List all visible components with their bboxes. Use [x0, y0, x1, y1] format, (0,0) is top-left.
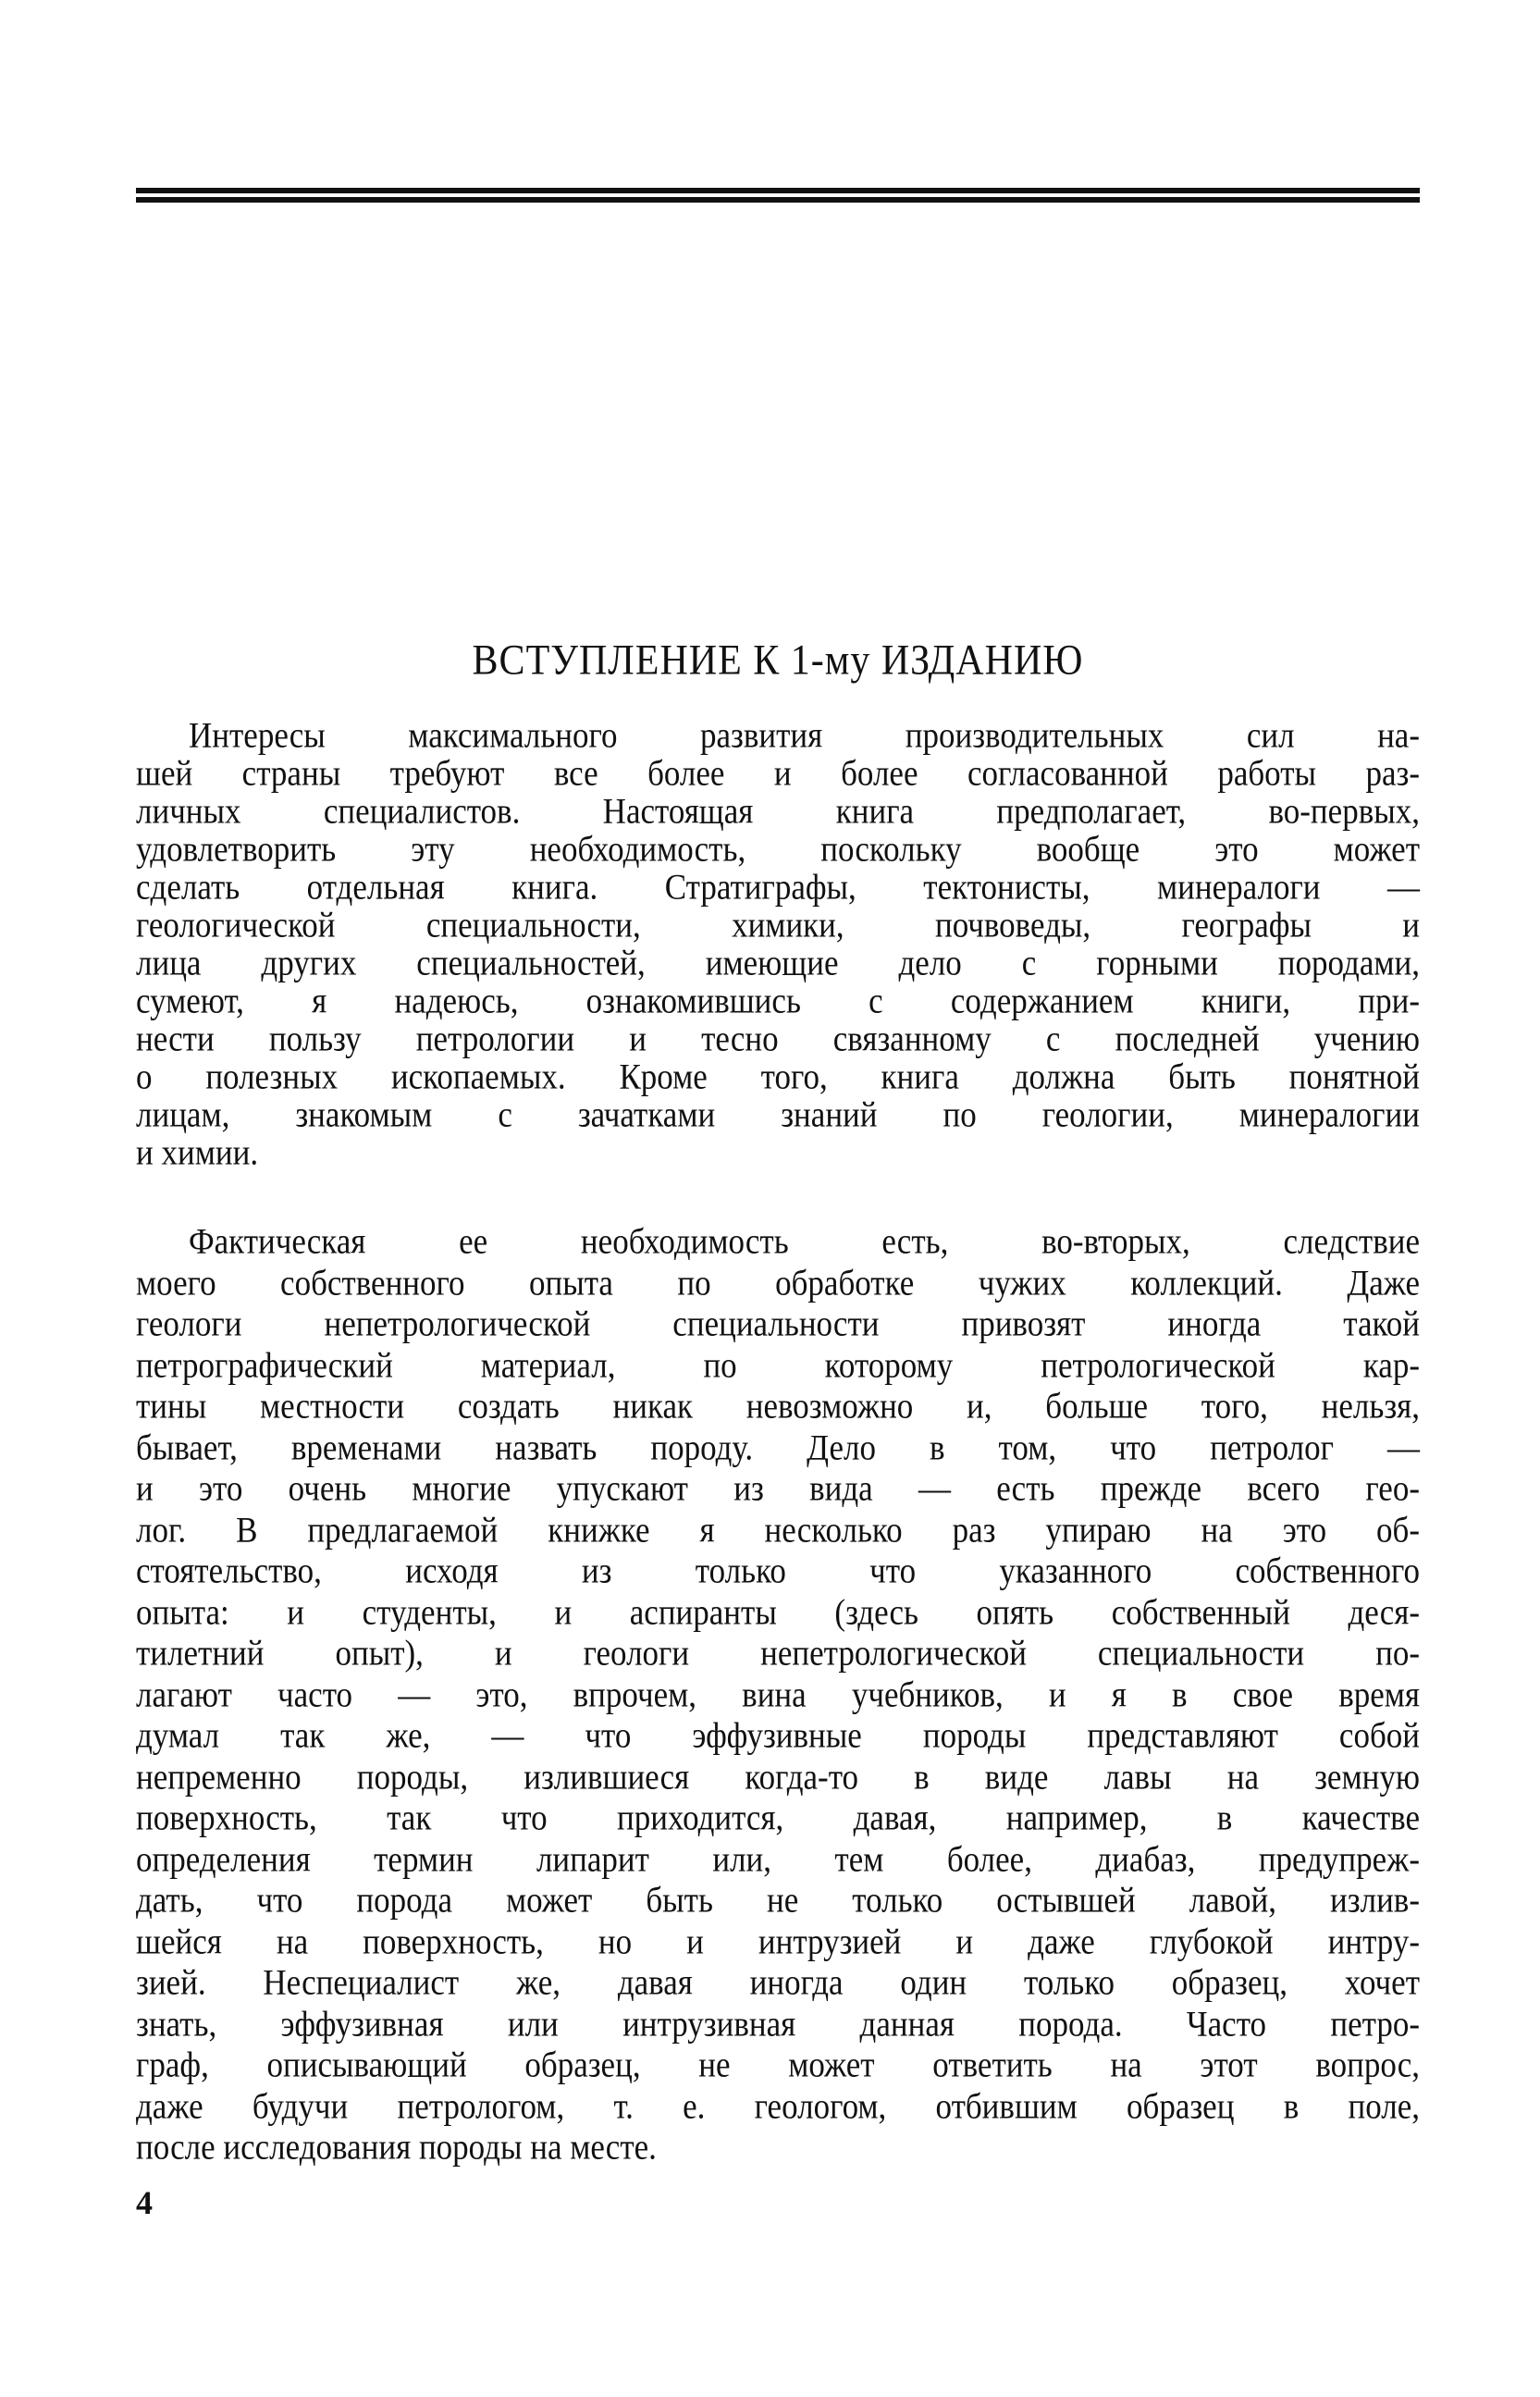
- page-number: 4: [136, 2184, 153, 2221]
- text-line: удовлетворить эту необходимость, поскольку вообще это может: [136, 828, 1420, 870]
- text-line: о полезных ископаемых. Кроме того, книга должна быть понятной: [136, 1056, 1420, 1097]
- text-line: шей страны требуют все более и более согласованной работы раз-: [136, 752, 1420, 794]
- top-rule-upper: [136, 188, 1420, 193]
- text-line: геологи непетрологической специальности привозят иногда такой: [136, 1303, 1420, 1344]
- text-line: дать, что порода может быть не только остывшей лавой, излив-: [136, 1879, 1420, 1921]
- text-line: лог. В предлагаемой книжке я несколько раз упираю на это об-: [136, 1509, 1420, 1550]
- text-line: граф, описывающий образец, не может ответить на этот вопрос,: [136, 2044, 1420, 2085]
- text-line: Фактическая ее необходимость есть, во-вторых, следствие: [189, 1220, 1420, 1262]
- text-line: нести пользу петрологии и тесно связанному с последней учению: [136, 1018, 1420, 1059]
- text-line: моего собственного опыта по обработке чужих коллекций. Даже: [136, 1262, 1420, 1303]
- text-line: лицам, знакомым с зачатками знаний по геологии, минералогии: [136, 1093, 1420, 1135]
- text-line: шейся на поверхность, но и интрузией и даже глубокой интру-: [136, 1921, 1420, 1961]
- paragraph-1: [136, 716, 1420, 1171]
- text-line: бывает, временами назвать породу. Дело в том, что петролог —: [136, 1427, 1420, 1467]
- text-line: лица других специальностей, имеющие дело с горными породами,: [136, 942, 1420, 983]
- text-line: и химии.: [136, 1131, 259, 1173]
- text-line: личных специалистов. Настоящая книга предполагает, во-первых,: [136, 790, 1420, 832]
- text-line: опыта: и студенты, и аспиранты (здесь опять собственный деся-: [136, 1591, 1420, 1632]
- text-line: и это очень многие упускают из вида — есть прежде всего гео-: [136, 1467, 1420, 1509]
- text-line: после исследования породы на месте.: [136, 2126, 657, 2168]
- text-line: лагают часто — это, впрочем, вина учебников, и я в свое время: [136, 1674, 1420, 1714]
- paragraph-2: [136, 1221, 1420, 2168]
- text-line: геологической специальности, химики, почвоведы, географы и: [136, 904, 1420, 945]
- text-line: поверхность, так что приходится, давая, например, в качестве: [136, 1797, 1420, 1838]
- text-line: зией. Неспециалист же, давая иногда один только образец, хочет: [136, 1961, 1420, 2003]
- text-line: непременно породы, излившиеся когда-то в виде лавы на земную: [136, 1756, 1420, 1797]
- text-line: даже будучи петрологом, т. е. геологом, отбившим образец в поле,: [136, 2085, 1420, 2126]
- text-line: Интересы максимального развития производительных сил на-: [189, 714, 1420, 756]
- text-line: сделать отдельная книга. Стратиграфы, тектонисты, минералоги —: [136, 866, 1420, 908]
- text-line: тины местности создать никак невозможно и, больше того, нельзя,: [136, 1385, 1420, 1427]
- text-line: петрографический материал, по которому петрологической кар-: [136, 1344, 1420, 1385]
- text-line: определения термин липарит или, тем более, диабаз, предупреж-: [136, 1838, 1420, 1879]
- text-line: тилетний опыт), и геологи непетрологической специальности по-: [136, 1632, 1420, 1674]
- top-rule-lower: [136, 197, 1420, 203]
- text-line: думал так же, — что эффузивные породы представляют собой: [136, 1714, 1420, 1756]
- section-heading: ВСТУПЛЕНИЕ К 1-му ИЗДАНИЮ: [472, 636, 1084, 685]
- text-line: стоятельство, исходя из только что указанного собственного: [136, 1550, 1420, 1591]
- text-line: знать, эффузивная или интрузивная данная порода. Часто петро-: [136, 2003, 1420, 2044]
- text-line: сумеют, я надеюсь, ознакомившись с содержанием книги, при-: [136, 980, 1420, 1021]
